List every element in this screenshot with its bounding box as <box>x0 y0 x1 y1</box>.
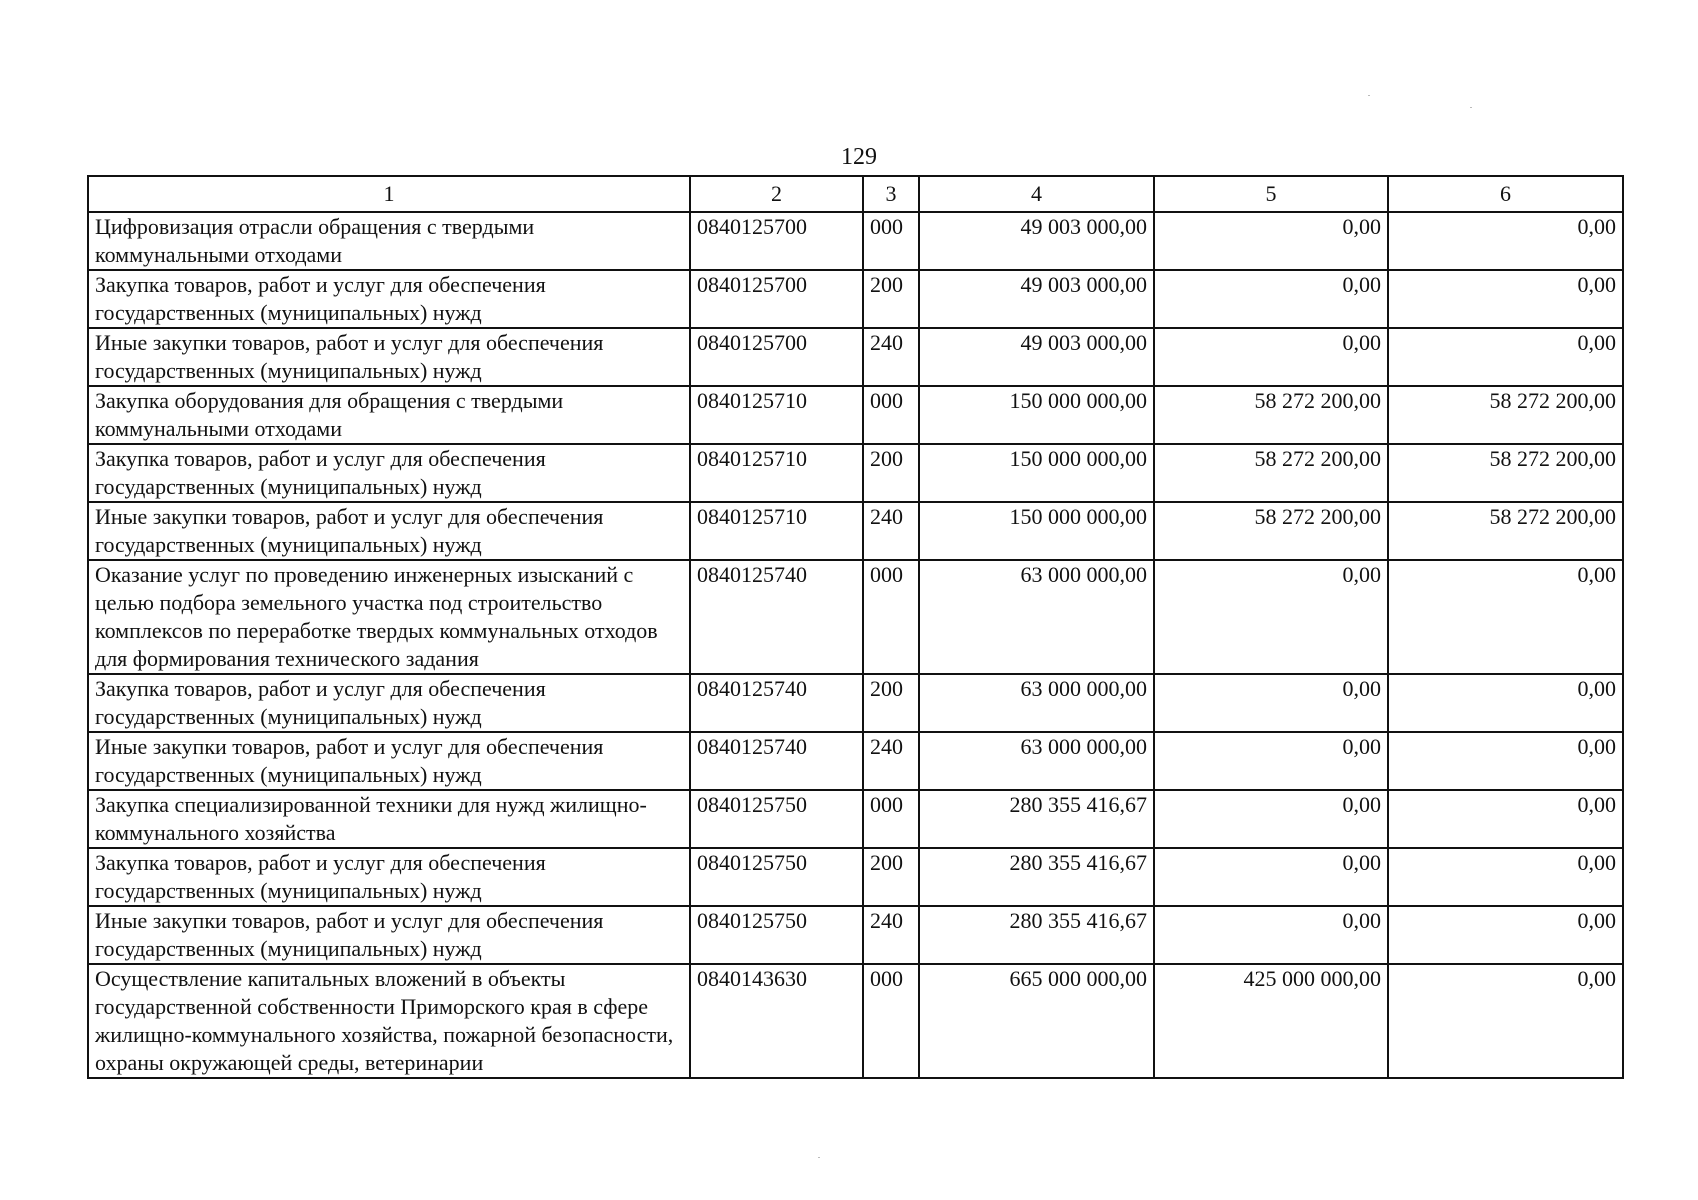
row-name: Осуществление капитальных вложений в объекты государственной собственности Приморского края в сфере жилищно-коммунального хозяйства, пожарной безопасности, охраны окружающей среды, ветеринарии <box>88 964 690 1078</box>
row-amount-col5: 0,00 <box>1154 270 1388 328</box>
row-name: Закупка товаров, работ и услуг для обеспечения государственных (муниципальных) нужд <box>88 444 690 502</box>
row-code: 0840125710 <box>690 502 863 560</box>
header-cell: 2 <box>690 176 863 212</box>
row-code: 0840125750 <box>690 906 863 964</box>
row-name: Закупка оборудования для обращения с твердыми коммунальными отходами <box>88 386 690 444</box>
row-expense-type: 240 <box>863 502 919 560</box>
row-expense-type: 200 <box>863 444 919 502</box>
row-expense-type: 000 <box>863 790 919 848</box>
row-code: 0840125700 <box>690 212 863 270</box>
row-amount-col4: 280 355 416,67 <box>919 848 1154 906</box>
table-row <box>88 270 1623 328</box>
row-code: 0840125700 <box>690 328 863 386</box>
row-amount-col4: 150 000 000,00 <box>919 502 1154 560</box>
table-row <box>88 732 1623 790</box>
row-amount-col6: 0,00 <box>1388 674 1623 732</box>
row-amount-col4: 150 000 000,00 <box>919 444 1154 502</box>
table-row <box>88 848 1623 906</box>
header-row <box>88 176 1623 212</box>
row-amount-col5: 0,00 <box>1154 906 1388 964</box>
page-number: 129 <box>841 144 877 170</box>
row-name: Закупка товаров, работ и услуг для обеспечения государственных (муниципальных) нужд <box>88 848 690 906</box>
row-amount-col6: 0,00 <box>1388 790 1623 848</box>
header-cell: 1 <box>88 176 690 212</box>
row-amount-col5: 0,00 <box>1154 732 1388 790</box>
row-amount-col4: 49 003 000,00 <box>919 212 1154 270</box>
row-amount-col6: 0,00 <box>1388 848 1623 906</box>
row-amount-col4: 63 000 000,00 <box>919 732 1154 790</box>
row-amount-col5: 425 000 000,00 <box>1154 964 1388 1078</box>
row-code: 0840125750 <box>690 790 863 848</box>
header-cell: 6 <box>1388 176 1623 212</box>
table-row <box>88 386 1623 444</box>
row-amount-col5: 0,00 <box>1154 848 1388 906</box>
row-amount-col5: 0,00 <box>1154 790 1388 848</box>
table-row <box>88 674 1623 732</box>
row-code: 0840125740 <box>690 674 863 732</box>
table-row <box>88 560 1623 674</box>
table-row <box>88 212 1623 270</box>
row-amount-col5: 0,00 <box>1154 674 1388 732</box>
row-expense-type: 240 <box>863 906 919 964</box>
scan-speck <box>1368 95 1370 96</box>
row-amount-col4: 280 355 416,67 <box>919 790 1154 848</box>
row-amount-col5: 58 272 200,00 <box>1154 444 1388 502</box>
row-amount-col6: 0,00 <box>1388 212 1623 270</box>
row-expense-type: 000 <box>863 386 919 444</box>
row-amount-col6: 58 272 200,00 <box>1388 386 1623 444</box>
row-code: 0840125740 <box>690 560 863 674</box>
row-expense-type: 200 <box>863 674 919 732</box>
header-cell: 5 <box>1154 176 1388 212</box>
scan-speck <box>818 1157 820 1158</box>
row-name: Закупка специализированной техники для нужд жилищно-коммунального хозяйства <box>88 790 690 848</box>
row-expense-type: 200 <box>863 270 919 328</box>
row-name: Закупка товаров, работ и услуг для обеспечения государственных (муниципальных) нужд <box>88 674 690 732</box>
row-amount-col4: 63 000 000,00 <box>919 674 1154 732</box>
table-row <box>88 444 1623 502</box>
row-expense-type: 240 <box>863 328 919 386</box>
row-name: Цифровизация отрасли обращения с твердыми коммунальными отходами <box>88 212 690 270</box>
row-code: 0840125710 <box>690 444 863 502</box>
row-code: 0840143630 <box>690 964 863 1078</box>
row-code: 0840125700 <box>690 270 863 328</box>
budget-table <box>87 175 1624 1079</box>
row-code: 0840125710 <box>690 386 863 444</box>
row-code: 0840125750 <box>690 848 863 906</box>
row-expense-type: 240 <box>863 732 919 790</box>
table-row <box>88 328 1623 386</box>
row-amount-col6: 58 272 200,00 <box>1388 502 1623 560</box>
row-expense-type: 000 <box>863 212 919 270</box>
scan-speck <box>1470 107 1472 108</box>
row-name: Иные закупки товаров, работ и услуг для обеспечения государственных (муниципальных) нужд <box>88 732 690 790</box>
row-amount-col4: 665 000 000,00 <box>919 964 1154 1078</box>
row-amount-col5: 0,00 <box>1154 328 1388 386</box>
table-row <box>88 964 1623 1078</box>
row-amount-col6: 0,00 <box>1388 560 1623 674</box>
row-amount-col6: 0,00 <box>1388 906 1623 964</box>
row-amount-col4: 49 003 000,00 <box>919 270 1154 328</box>
row-amount-col5: 0,00 <box>1154 212 1388 270</box>
row-amount-col5: 58 272 200,00 <box>1154 502 1388 560</box>
row-amount-col6: 0,00 <box>1388 328 1623 386</box>
row-name: Иные закупки товаров, работ и услуг для обеспечения государственных (муниципальных) нужд <box>88 906 690 964</box>
row-amount-col4: 63 000 000,00 <box>919 560 1154 674</box>
header-cell: 3 <box>863 176 919 212</box>
row-name: Иные закупки товаров, работ и услуг для обеспечения государственных (муниципальных) нужд <box>88 328 690 386</box>
row-amount-col6: 58 272 200,00 <box>1388 444 1623 502</box>
row-amount-col4: 280 355 416,67 <box>919 906 1154 964</box>
row-expense-type: 000 <box>863 964 919 1078</box>
row-amount-col6: 0,00 <box>1388 964 1623 1078</box>
row-code: 0840125740 <box>690 732 863 790</box>
row-amount-col6: 0,00 <box>1388 270 1623 328</box>
row-name: Оказание услуг по проведению инженерных изысканий с целью подбора земельного участка под строительство комплексов по переработке твердых коммунальных отходов для формирования технического задания <box>88 560 690 674</box>
table-row <box>88 906 1623 964</box>
table-row <box>88 502 1623 560</box>
row-expense-type: 200 <box>863 848 919 906</box>
header-cell: 4 <box>919 176 1154 212</box>
row-amount-col4: 150 000 000,00 <box>919 386 1154 444</box>
row-name: Закупка товаров, работ и услуг для обеспечения государственных (муниципальных) нужд <box>88 270 690 328</box>
row-name: Иные закупки товаров, работ и услуг для обеспечения государственных (муниципальных) нужд <box>88 502 690 560</box>
row-amount-col6: 0,00 <box>1388 732 1623 790</box>
row-amount-col4: 49 003 000,00 <box>919 328 1154 386</box>
table-row <box>88 790 1623 848</box>
row-amount-col5: 58 272 200,00 <box>1154 386 1388 444</box>
row-expense-type: 000 <box>863 560 919 674</box>
row-amount-col5: 0,00 <box>1154 560 1388 674</box>
